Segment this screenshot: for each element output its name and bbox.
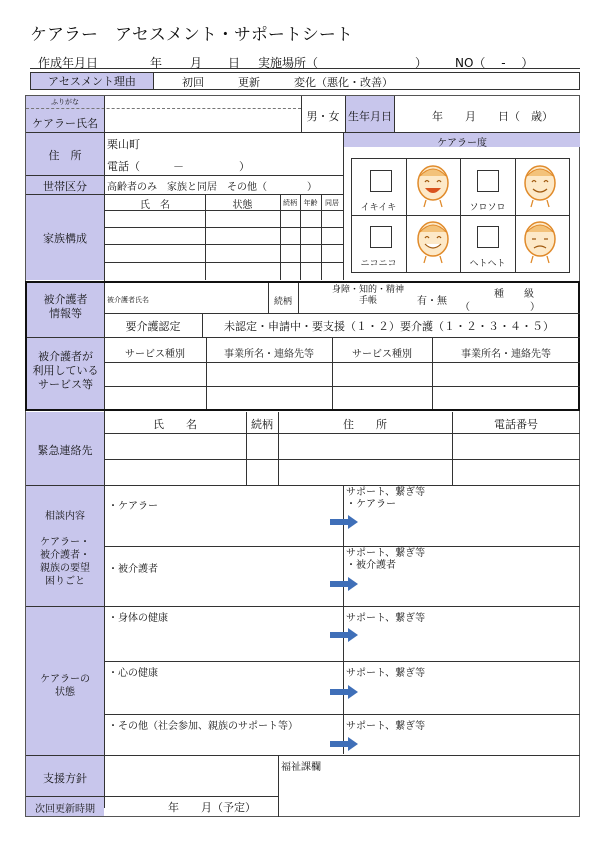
status-physical[interactable]: ・身体の健康 [108,613,168,624]
consult-recipient-support[interactable]: サポート、繋ぎ等 ・被介護者 [346,548,426,571]
disability-label: 身障・知的・精神 手帳 [331,285,404,306]
services-col-type-2: サービス種別 [352,349,412,360]
services-col-office-2: 事業所名・連絡先等 [461,349,551,360]
no-label: NO（ - ） [455,56,534,70]
recipient-label: 被介護者 情報等 [43,293,88,320]
status-mental-support[interactable]: サポート、繋ぎ等 [346,668,426,679]
carer-name-label: ケアラー氏名 [32,117,98,130]
birth-value[interactable]: 年 月 日（ 歳） [432,110,553,123]
birth-label: 生年月日 [348,110,392,123]
welfare-section-label: 福祉課欄 [281,762,321,773]
phone-value[interactable]: 電話（ － ） [107,160,250,173]
family-col-relation: 続柄 [283,199,297,207]
emergency-col-phone: 電話番号 [494,418,538,431]
address-value[interactable]: 栗山町 [107,138,140,151]
status-other-support[interactable]: サポート、繋ぎ等 [346,721,426,732]
furigana-label: ふりがな [51,98,79,106]
place-close: ） [415,56,428,70]
status-mental[interactable]: ・心の健康 [108,668,158,679]
next-update-value[interactable]: 年 月（予定） [168,801,256,814]
services-label: 被介護者が 利用している サービス等 [32,350,99,391]
family-col-name: 氏 名 [140,200,170,211]
grade-paren[interactable]: （ ） [460,302,540,313]
created-date-label: 作成年月日 [38,56,99,70]
grinning-face-icon [414,218,452,264]
disability-yes-no[interactable]: 有・無 [417,296,447,307]
grade-label: 種 級 [494,289,534,300]
day-label: 日 [228,56,241,70]
level-checkbox-ikiiki[interactable] [370,170,392,192]
services-col-type-1: サービス種別 [125,349,185,360]
emergency-label: 緊急連絡先 [37,444,93,457]
status-label: ケアラーの 状態 [40,674,90,698]
arrow-right-icon [330,685,358,699]
care-cert-label: 要介護認定 [125,320,181,333]
happy-face-icon [414,162,452,208]
level-label-sorosoro: ソロソロ [469,203,506,213]
level-checkbox-hetoheto[interactable] [477,226,499,248]
status-other[interactable]: ・その他（社会参加、親族のサポート等） [108,721,298,732]
emergency-col-address: 住 所 [343,418,387,431]
consult-label: 相談内容 ケアラー・ 被介護者・ 親族の要望 困りごと [40,511,90,587]
reason-option-initial[interactable]: 初回 [182,76,204,89]
year-label: 年 [150,56,163,70]
family-col-age: 年齢 [303,199,318,207]
level-label-ikiiki: イキイキ [360,203,397,213]
reason-option-renewal[interactable]: 更新 [238,76,260,89]
next-update-label: 次回更新時期 [35,804,95,815]
page-title: ケアラー アセスメント・サポートシート [30,25,353,45]
level-checkbox-sorosoro[interactable] [477,170,499,192]
place-label: 実施場所（ [258,56,319,70]
reason-label: アセスメント理由 [30,72,154,90]
month-label: 月 [190,56,203,70]
family-col-state: 状態 [232,200,253,211]
level-label-hetoheto: ヘトヘト [469,259,506,269]
family-label: 家族構成 [43,232,87,245]
services-col-office-1: 事業所名・連絡先等 [224,349,314,360]
arrow-right-icon [330,628,358,642]
carer-level-title: ケアラー度 [437,138,487,149]
reason-options [153,72,580,90]
consult-carer-support[interactable]: サポート、繋ぎ等 ・ケアラー [346,487,426,510]
level-label-nikoniko: ニコニコ [360,259,397,269]
family-col-cohabit: 同居 [325,199,339,207]
emergency-col-name: 氏 名 [153,418,197,431]
recipient-name-label: 被介護者氏名 [107,296,149,304]
level-checkbox-nikoniko[interactable] [370,226,392,248]
arrow-right-icon [330,737,358,751]
care-cert-value[interactable]: 未認定・申請中・要支援（１・２）要介護（１・２・３・４・５） [224,320,554,333]
address-label: 住 所 [48,149,82,162]
consult-carer[interactable]: ・ケアラー [108,501,158,512]
emergency-col-relation: 続柄 [251,418,273,431]
consult-recipient[interactable]: ・被介護者 [108,564,158,575]
policy-label: 支援方針 [43,772,87,785]
gender-options[interactable]: 男・女 [306,110,340,123]
arrow-right-icon [330,515,358,529]
tired-face-icon [521,218,559,264]
household-label: 世帯区分 [43,180,87,193]
recipient-relation: 続柄 [273,297,292,307]
arrow-right-icon [330,577,358,591]
household-value[interactable]: 高齢者のみ 家族と同居 その他（ ） [107,182,317,193]
smiling-face-icon [521,162,559,208]
status-physical-support[interactable]: サポート、繋ぎ等 [346,613,426,624]
reason-option-change[interactable]: 変化（悪化・改善） [294,76,393,89]
